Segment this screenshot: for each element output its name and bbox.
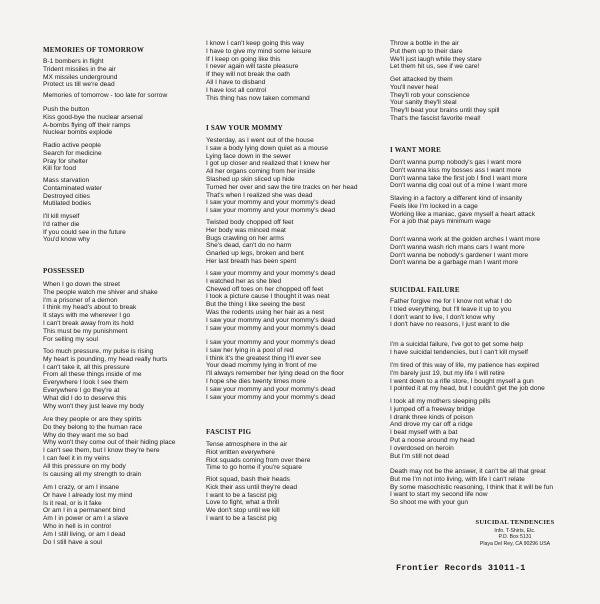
lyric-line: I drank three kinds of poison [390, 413, 473, 421]
lyric-stanza [43, 92, 167, 100]
lyric-line: Nuclear bombs explode [43, 129, 113, 137]
lyric-line: I saw your mommy and your mommy's dead [206, 393, 336, 401]
lyric-line: The people watch me shiver and shake [43, 288, 158, 296]
lyric-line: I'm a suicidal failure, I've got to get some help [390, 341, 523, 348]
lyric-stanza [43, 213, 126, 244]
lyric-line: Kill for food [43, 165, 76, 173]
lyric-line: Do they belong to the human race [43, 423, 143, 431]
lyric-line: Yesterday, as I went out of the house [206, 137, 314, 144]
lyric-line: Who in hell is in control [43, 522, 111, 530]
song-title: POSSESSED [43, 267, 85, 275]
lyric-line: Slaving in a factory a different kind of insanity [390, 195, 523, 202]
lyric-line: Lying face down in the sewer [206, 152, 291, 160]
lyric-line: They'll rob your conscience [390, 91, 470, 99]
lyric-stanza [390, 159, 527, 190]
contact-line: P.O. Box 5131 [498, 534, 532, 540]
lyric-line: Everywhere I look I see them [43, 379, 129, 387]
lyric-stanza [206, 137, 358, 215]
lyric-line: We don't stop until we kill [206, 507, 280, 515]
lyric-line: Let them hit us, see if we care! [390, 63, 480, 71]
lyric-line: I'll kill myself [43, 213, 80, 220]
lyric-line: By some masochistic reasoning, I think that it will be fun [390, 483, 554, 491]
lyric-line: I watched her as she bled [206, 277, 282, 285]
lyric-line: Riot squad, bash their heads [206, 476, 290, 483]
band-contact-block [472, 520, 558, 547]
lyric-line: So shoot me with your gun [390, 499, 469, 507]
lyric-line: Her last breath has been spent [206, 257, 297, 265]
lyric-line: All this pressure on my body [43, 462, 126, 470]
lyric-line: Radio active people [43, 142, 101, 149]
lyric-line: I know I can't keep going this way [206, 40, 305, 47]
lyric-line: I saw your mommy and your mommy's dead [206, 270, 336, 277]
lyric-line: Don't wanna dig coal out of a mine I want more [390, 182, 528, 190]
lyric-line: Her body was minced meat [206, 226, 286, 234]
lyric-line: Father forgive me for I know not what I do [390, 298, 512, 305]
lyric-line: Why won't they come out of their hiding place [43, 439, 176, 447]
lyric-line: Or have I already lost my mind [43, 491, 133, 499]
lyric-line: Everywhere I go they're at [43, 386, 120, 394]
lyric-line: I don't want to live, I don't know why [390, 313, 495, 321]
lyric-stanza [390, 298, 512, 329]
lyric-line: For a job that pays minimum wage [390, 218, 491, 226]
lyric-line: For selling my soul [43, 335, 98, 343]
lyric-line: I got up closer and realized that I knew her [206, 160, 331, 168]
lyric-line: She's dead, can't do no harm [206, 242, 292, 250]
lyric-line: Destroyed cities [43, 192, 90, 200]
lyric-line: A-bombs flying off their ramps [43, 121, 131, 129]
lyric-line: Kick their ass until they're dead [206, 483, 298, 491]
lyric-line: Don't wanna take the first job I find I want more [390, 174, 528, 182]
lyric-line: I want to be a fascist pig [206, 491, 277, 499]
song-title: I SAW YOUR MOMMY [206, 124, 283, 132]
lyric-line: Am I crazy, or am I insane [43, 484, 120, 491]
lyric-line: Don't wanna be nobody's gardener I want more [390, 251, 529, 259]
lyric-stanza [206, 40, 311, 102]
lyric-stanza [43, 281, 158, 343]
lyric-line: Mutilated bodies [43, 200, 92, 208]
lyric-line: Contaminated water [43, 184, 103, 192]
lyric-stanza [390, 398, 490, 460]
lyric-line: I have suicidal tendencies, but I can't kill myself [390, 348, 528, 356]
lyric-line: You'd know why [43, 236, 90, 244]
lyric-line: Is causing all my strength to drain [43, 470, 142, 478]
lyric-line: Gnarled up legs, broken and bent [206, 250, 304, 258]
lyric-line: I saw your mommy and your mommy's dead [206, 207, 336, 215]
contact-line: Info. T-Shirts, Etc. [494, 527, 536, 534]
lyric-line: All her organs coming from her inside [206, 168, 316, 176]
lyric-line: I pointed it at my head, but I couldn't get the job done [390, 385, 545, 393]
song-title: I WANT MORE [390, 146, 441, 154]
lyric-stanza [43, 142, 102, 173]
lyric-line: I saw your mommy and your mommy's dead [206, 385, 336, 393]
lyric-stanza [206, 219, 304, 266]
band-name: SUICIDAL TENDENCIES [475, 519, 555, 526]
lyric-line: That's when I realized she was dead [206, 191, 313, 199]
lyric-stanza [390, 195, 535, 226]
lyric-stanza [43, 106, 143, 137]
lyric-line: From all these things inside of me [43, 371, 142, 379]
lyric-stanza [390, 236, 540, 267]
lyric-stanza [206, 270, 335, 332]
lyric-line: Time to go home if you're square [206, 464, 302, 472]
lyric-line: I'm barely just 19, but my life I will retire [390, 369, 505, 377]
lyric-line: Death may not be the answer, it can't be all that great [390, 468, 546, 475]
lyric-stanza [390, 468, 553, 507]
lyric-line: They'll beat your brains until they spill [390, 107, 500, 115]
lyric-line: Mass starvation [43, 177, 90, 184]
lyric-line: Push the button [43, 106, 90, 113]
lyric-line: Was the rodents using her hair as a nest [206, 308, 325, 316]
song-title: FASCIST PIG [206, 428, 252, 436]
lyric-stanza [43, 484, 132, 546]
lyric-line: When I go down the street [43, 281, 120, 288]
lyric-line: I'm a prisoner of a demon [43, 296, 118, 304]
lyric-line: I can't take it, all this pressure [43, 363, 130, 371]
lyric-line: I tried everything, but I'll leave it up to you [390, 305, 512, 313]
lyric-line: If they will not break the oath [206, 71, 290, 79]
lyric-line: I can't see them, but I know they're here [43, 447, 160, 455]
lyric-line: What did I do to deserve this [43, 394, 127, 402]
lyric-line: Too much pressure, my pulse is rising [43, 348, 154, 355]
contact-line: Playa Del Rey, CA 90296 USA [479, 540, 551, 547]
lyric-line: I jumped off a freeway bridge [390, 405, 475, 413]
lyric-line: Put a noose around my head [390, 436, 475, 444]
lyric-line: Tense atmosphere in the air [206, 441, 288, 448]
lyric-line: Why won't they just leave my body [43, 402, 144, 410]
lyric-line: All I have to disband [206, 78, 266, 86]
lyric-line: But I'm still not dead [390, 452, 450, 460]
lyric-line: I have lost all control [206, 86, 267, 94]
lyric-line: I'm tired of this way of life, my patience has expired [390, 362, 539, 369]
lyric-stanza [390, 341, 528, 357]
song-title: MEMORIES OF TOMORROW [43, 46, 145, 54]
lyric-line: I can feel it in my veins [43, 454, 110, 462]
catalog-number: Frontier Records 31011-1 [396, 563, 526, 573]
lyric-line: Put them up to their dare [390, 47, 463, 55]
lyric-line: This thing has now taken command [206, 94, 310, 102]
lyric-line: Or am I in a permanent bind [43, 507, 126, 515]
lyric-line: Slashed up skin sliced up hide [206, 175, 295, 183]
lyric-line: I went down to a rifle store, I bought myself a gun [390, 377, 534, 385]
lyric-line: I saw your mommy and your mommy's dead [206, 339, 336, 346]
lyric-line: If you could see in the future [43, 228, 126, 236]
lyric-line: Do I still have a soul [43, 538, 103, 546]
lyric-line: Throw a bottle in the air [390, 40, 459, 47]
lyric-line: And drove my car off a ridge [390, 421, 473, 429]
lyric-stanza [206, 339, 344, 401]
lyric-line: MX missiles underground [43, 73, 118, 81]
lyric-line: I saw your mommy and your mommy's dead [206, 324, 336, 332]
lyric-line: I never again will taste pleasure [206, 63, 299, 71]
lyric-line: Riot written everywhere [206, 448, 275, 456]
lyric-line: I saw your mommy and your mommy's dead [206, 316, 336, 324]
lyric-stanza [206, 441, 310, 472]
lyric-line: Search for medicine [43, 149, 102, 157]
lyric-line: Feels like I'm locked in a cage [390, 202, 478, 210]
lyric-line: I want to be a fascist pig [206, 514, 277, 522]
lyric-line: We'll just laugh while they stare [390, 55, 482, 63]
lyric-line: Don't wanna wash rich mans cars I want more [390, 243, 525, 251]
lyric-line: I'll always remember her lying dead on the floor [206, 370, 344, 378]
lyric-line: Riot squads coming from over there [206, 456, 311, 464]
lyric-stanza [206, 476, 297, 523]
lyric-line: Your sanity they'll steal [390, 99, 457, 107]
lyric-line: That's the fascist favorite meal! [390, 114, 481, 122]
lyric-line: B-1 bombers in flight [43, 58, 104, 65]
lyric-line: Don't wanna work at the golden arches I want more [390, 236, 541, 243]
lyric-line: I think my head's about to break [43, 304, 137, 312]
lyric-line: Don't wanna be a garbage man I want more [390, 259, 519, 267]
lyric-line: Bugs crawling on her arms [206, 234, 285, 242]
lyric-line: Are they people or are they spirits [43, 416, 142, 423]
lyric-line: Am I in power or am I a slave [43, 515, 129, 523]
lyric-stanza [43, 348, 167, 410]
lyric-line: I have to give my mind some leisure [206, 47, 312, 55]
lyric-line: I overdosed on heroin [390, 444, 454, 452]
lyric-stanza [390, 40, 482, 71]
lyric-line: Why do they want me so bad [43, 431, 129, 439]
lyric-line: Pray for shelter [43, 157, 88, 165]
lyric-line: Memories of tomorrow - too late for sorrow [43, 92, 168, 99]
lyric-line: I saw your mommy and your mommy's dead [206, 199, 336, 207]
lyric-line: Get attacked by them [390, 76, 453, 83]
lyric-stanza [43, 177, 102, 208]
lyric-line: Love to fight, what a thrill [206, 499, 279, 507]
lyric-line: My heart is pounding, my head really hurts [43, 355, 168, 363]
lyric-line: But me I'm not into living, with life I can't relate [390, 475, 525, 483]
lyric-line: Turned her over and saw the tire tracks on her head [206, 183, 358, 191]
lyric-line: I saw a body lying down quiet as a mouse [206, 144, 329, 152]
lyric-line: I took a picture cause I thought it was neat [206, 293, 330, 301]
lyric-line: This must be my punishment [43, 327, 128, 335]
lyric-line: It stays with me wherever I go [43, 312, 131, 320]
lyric-stanza [390, 76, 499, 123]
lyric-line: Is it real, or is it fake [43, 499, 102, 507]
lyric-line: Kiss good-bye the nuclear arsenal [43, 113, 143, 121]
lyric-line: Twisted body chopped off feet [206, 219, 294, 226]
lyric-line: Am I still living, or am I dead [43, 530, 126, 538]
lyric-stanza [43, 58, 117, 89]
lyric-line: Protect us till we're dead [43, 81, 115, 89]
lyric-line: Working like a maniac, gave myself a heart attack [390, 210, 536, 218]
lyric-line: Don't wanna pump nobody's gas I want more [390, 159, 522, 166]
lyric-line: I saw her lying in a pool of red [206, 346, 294, 354]
song-title: SUICIDAL FAILURE [390, 286, 460, 294]
lyric-line: I took all my mothers sleeping pills [390, 398, 491, 405]
lyric-line: I want to start my second life now [390, 491, 488, 499]
lyric-line: Your dead mommy lying in front of me [206, 362, 317, 370]
lyric-line: I don't have no reasons, I just want to die [390, 321, 510, 329]
lyric-line: Don't wanna kiss my bosses ass I want more [390, 166, 522, 174]
lyric-line: Trident missiles in the air [43, 65, 116, 73]
lyric-line: I beat myself with a bat [390, 429, 458, 437]
lyric-line: If I keep on going like this [206, 55, 281, 63]
lyric-line: I can't break away from its hold [43, 319, 134, 327]
lyric-line: I think it's the greatest thing I'll ever see [206, 354, 322, 362]
lyric-stanza [390, 362, 545, 393]
lyric-line: But the thing I like seeing the best [206, 301, 305, 309]
lyric-stanza [43, 416, 175, 478]
lyric-line: Chewed off toes on her chopped off feet [206, 285, 324, 293]
lyric-line: I'd rather die [43, 220, 80, 228]
lyric-line: You'll never heal [390, 83, 438, 91]
lyric-line: I hope she dies twenty times more [206, 377, 307, 385]
